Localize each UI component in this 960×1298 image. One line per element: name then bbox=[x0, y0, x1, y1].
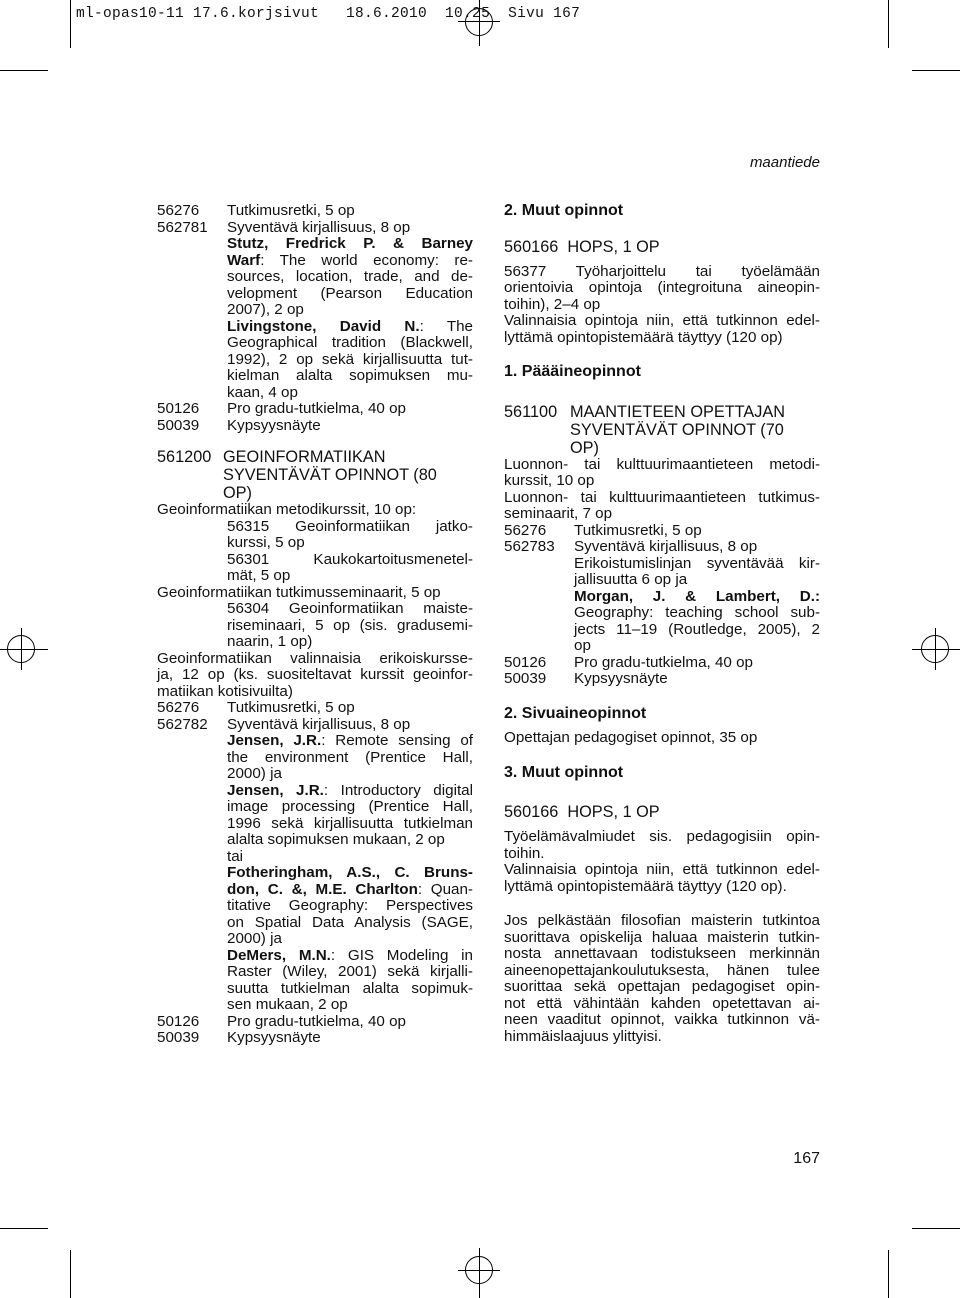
reference-text: on Spatial Data Analysis (SAGE, bbox=[227, 913, 473, 931]
reference-text: jallisuutta 6 op ja bbox=[574, 571, 688, 588]
section-heading: 3. Muut opinnot bbox=[504, 763, 624, 781]
reference-text: jects 11–19 (Routledge, 2005), 2 bbox=[574, 620, 820, 638]
reference-text: the environment (Prentice Hall, bbox=[227, 748, 473, 766]
course-line bbox=[157, 717, 473, 734]
module-title: GEOINFORMATIIKAN bbox=[223, 448, 386, 466]
module-title: OP) bbox=[223, 484, 252, 502]
reference-text bbox=[157, 882, 473, 899]
module-code: 561100 bbox=[504, 402, 558, 421]
crop-mark bbox=[888, 0, 889, 48]
course-line bbox=[157, 401, 473, 418]
course-line bbox=[157, 220, 473, 237]
reference-text: velopment (Pearson Education bbox=[227, 284, 473, 302]
course-title: Kypsyysnäyte bbox=[227, 1029, 321, 1046]
course-line bbox=[504, 655, 820, 672]
course-line bbox=[157, 203, 473, 220]
crop-mark bbox=[70, 0, 71, 48]
paragraph-line: 56315 Geoinformatiikan jatko- bbox=[227, 517, 473, 535]
crop-mark bbox=[0, 1228, 48, 1229]
course-code: 562783 bbox=[504, 538, 555, 555]
left-column bbox=[157, 203, 473, 1047]
paragraph-line: Luonnon- tai kulttuurimaantieteen metodi- bbox=[504, 455, 820, 473]
course-title: Pro gradu-tutkielma, 40 op bbox=[227, 1012, 406, 1030]
paragraph-line: suorittava opiskelija haluaa maisterin tutkin- bbox=[504, 928, 820, 946]
section-heading: 2. Sivuaineopinnot bbox=[504, 704, 647, 722]
crop-mark bbox=[0, 70, 48, 71]
paragraph-line: Valinnaisia opintoja niin, että tutkinnon edel- bbox=[504, 861, 820, 878]
crop-mark bbox=[912, 70, 960, 71]
paragraph-line: naarin, 1 op) bbox=[227, 633, 313, 650]
module-heading bbox=[157, 448, 473, 466]
reference-author: Fotheringham, A.S., C. Bruns- bbox=[227, 864, 473, 881]
reference-title: : Quan- bbox=[417, 880, 473, 898]
paragraph-line: Opettajan pedagogiset opinnot, 35 op bbox=[504, 729, 758, 746]
course-title: Tutkimusretki, 5 op bbox=[227, 699, 355, 716]
reference-text bbox=[157, 253, 473, 270]
reference-author: don, C. &, M.E. Charlton bbox=[227, 880, 418, 898]
course-title: Syventävä kirjallisuus, 8 op bbox=[227, 218, 411, 236]
paragraph-line: 56304 Geoinformatiikan maiste- bbox=[227, 600, 473, 617]
reference-text: sen mukaan, 2 op bbox=[227, 996, 348, 1013]
section-heading: 2. Muut opinnot bbox=[504, 202, 624, 219]
registration-mark-icon bbox=[21, 628, 22, 670]
module-title: MAANTIETEEN OPETTAJAN bbox=[570, 402, 785, 421]
running-header: maantiede bbox=[749, 154, 820, 171]
course-code: 50039 bbox=[504, 670, 547, 687]
course-code: 50039 bbox=[157, 416, 200, 434]
crop-mark bbox=[70, 1250, 71, 1298]
module-title: OP) bbox=[570, 438, 599, 457]
reference-author: DeMers, M.N. bbox=[227, 946, 331, 964]
reference-title: : The bbox=[419, 317, 473, 335]
course-title: Kypsyysnäyte bbox=[227, 416, 321, 434]
reference-text: titative Geography: Perspectives bbox=[227, 897, 473, 914]
course-title: Tutkimusretki, 5 op bbox=[574, 521, 702, 539]
reference-author: Stutz, Fredrick P. & Barney bbox=[227, 235, 473, 252]
course-line bbox=[504, 523, 820, 540]
registration-mark-icon bbox=[912, 649, 960, 650]
course-title: Tutkimusretki, 5 op bbox=[227, 202, 355, 219]
crop-mark bbox=[888, 1250, 889, 1298]
paragraph-line: orientoivia opintoja (integroituna aineopin- bbox=[504, 279, 820, 296]
reference-text bbox=[157, 948, 473, 965]
module-code: 561200 bbox=[157, 448, 212, 466]
paragraph-line: suorittaa sekä opettajan pedagogiset opin- bbox=[504, 978, 820, 995]
paragraph-line: ja, 12 op (ks. suositeltavat kurssit geoinfor- bbox=[157, 666, 473, 683]
paragraph-line: 56301 Kaukokartoitusmenetel- bbox=[227, 550, 473, 568]
reference-text bbox=[157, 733, 473, 750]
course-line bbox=[504, 671, 820, 688]
reference-text: suutta tutkielman alalta sopimuk- bbox=[227, 979, 473, 997]
paragraph-line: kurssit, 10 op bbox=[504, 472, 595, 489]
registration-mark-icon bbox=[479, 1248, 480, 1298]
course-code: 56276 bbox=[157, 699, 200, 716]
paragraph-line: Jos pelkästään filosofian maisterin tutkintoa bbox=[504, 912, 820, 929]
course-title: Kypsyysnäyte bbox=[574, 670, 668, 687]
course-title: Syventävä kirjallisuus, 8 op bbox=[227, 715, 411, 733]
reference-author: Morgan, J. & Lambert, D. bbox=[574, 587, 815, 605]
paragraph-line: nosta annettavaan todistukseen merkinnän bbox=[504, 945, 820, 962]
paragraph-line: Työelämävalmiudet sis. pedagogisiin opin- bbox=[504, 828, 820, 845]
course-code: 56276 bbox=[504, 521, 547, 539]
paragraph-line: Luonnon- tai kulttuurimaantieteen tutkimus- bbox=[504, 488, 820, 506]
course-line bbox=[504, 539, 820, 556]
paragraph-line: lyttämä opintopistemäärä täyttyy (120 op) bbox=[504, 328, 783, 346]
reference-title: : Remote sensing of bbox=[321, 732, 474, 749]
reference-text: Raster (Wiley, 2001) sekä kirjalli- bbox=[227, 963, 473, 980]
module-heading bbox=[504, 403, 820, 421]
course-code: 50126 bbox=[504, 653, 547, 671]
paragraph-line: toihin. bbox=[504, 844, 545, 862]
reference-text: 2000) ja bbox=[227, 765, 282, 782]
course-line bbox=[157, 1014, 473, 1031]
reference-text bbox=[157, 783, 473, 800]
paragraph-line: matiikan kotisivuilta) bbox=[157, 682, 293, 700]
reference-title: : The world economy: re- bbox=[260, 251, 473, 269]
reference-text: 1996 sekä kirjallisuutta tutkielman bbox=[227, 814, 473, 832]
paragraph-line: Geoinformatiikan valinnaisia erikoiskursse- bbox=[157, 649, 473, 667]
module-heading: 560166 HOPS, 1 OP bbox=[504, 237, 660, 256]
paragraph-line: toihin), 2–4 op bbox=[504, 295, 601, 313]
reference-text: sources, location, trade, and de- bbox=[227, 268, 473, 285]
course-title: Pro gradu-tutkielma, 40 op bbox=[227, 400, 406, 417]
reference-text: tai bbox=[227, 847, 244, 865]
course-code: 50126 bbox=[157, 1012, 200, 1030]
reference-text: kaan, 4 op bbox=[227, 383, 298, 401]
course-code: 562782 bbox=[157, 715, 208, 733]
course-code: 56276 bbox=[157, 202, 200, 219]
section-heading: 1. Päääineopinnot bbox=[504, 363, 641, 380]
reference-author: Warf bbox=[227, 251, 261, 269]
paragraph-line: 56377 Työharjoittelu tai työelämään bbox=[504, 262, 820, 280]
reference-text: 2007), 2 op bbox=[227, 301, 304, 318]
reference-author: Jensen, J.R. bbox=[227, 732, 322, 749]
registration-mark-icon bbox=[935, 628, 936, 670]
module-heading: 560166 HOPS, 1 OP bbox=[504, 803, 660, 821]
paragraph-line: mät, 5 op bbox=[227, 567, 291, 584]
reference-text: op bbox=[574, 637, 591, 654]
right-column bbox=[504, 203, 820, 1045]
course-line bbox=[157, 1030, 473, 1047]
paragraph-line: Geoinformatiikan metodikurssit, 10 op: bbox=[157, 501, 417, 518]
reference-text bbox=[157, 319, 473, 336]
reference-text: image processing (Prentice Hall, bbox=[227, 798, 473, 815]
paragraph-line: lyttämä opintopistemäärä täyttyy (120 op). bbox=[504, 877, 787, 895]
module-title: SYVENTÄVÄT OPINNOT (70 bbox=[570, 420, 784, 439]
paragraph-line: not että vähintään kahden opetettavan ai- bbox=[504, 994, 820, 1012]
paragraph-line: riseminaari, 5 op (sis. gradusemi- bbox=[227, 616, 473, 634]
paragraph-line: kurssi, 5 op bbox=[227, 534, 305, 551]
reference-text: alalta sopimuksen mukaan, 2 op bbox=[227, 831, 445, 848]
paragraph-line: Geoinformatiikan tutkimusseminaarit, 5 op bbox=[157, 583, 441, 601]
registration-mark-icon bbox=[0, 649, 48, 650]
paragraph-line: seminaarit, 7 op bbox=[504, 505, 613, 522]
reference-author: Jensen, J.R. bbox=[227, 781, 324, 799]
crop-mark bbox=[912, 1228, 960, 1229]
reference-text: Geography: teaching school sub- bbox=[574, 604, 820, 621]
reference-text: kielman alalta sopimuksen mu- bbox=[227, 367, 473, 384]
course-title: Pro gradu-tutkielma, 40 op bbox=[574, 653, 753, 671]
registration-mark-icon bbox=[458, 1270, 500, 1271]
course-line bbox=[157, 418, 473, 435]
reference-text: Geographical tradition (Blackwell, bbox=[227, 334, 473, 351]
paragraph-line: neen vaaditut opinnot, vaikka tutkinnon vä- bbox=[504, 1011, 820, 1028]
course-code: 50039 bbox=[157, 1029, 200, 1046]
course-title: Syventävä kirjallisuus, 8 op bbox=[574, 538, 758, 555]
print-slug: ml-opas10-11 17.6.korjsivut 18.6.2010 10.25 Sivu 167 bbox=[76, 6, 581, 22]
reference-text bbox=[504, 589, 820, 606]
module-title: SYVENTÄVÄT OPINNOT (80 bbox=[223, 466, 437, 484]
reference-author: Livingstone, David N. bbox=[227, 317, 420, 335]
reference-text: 1992), 2 op sekä kirjallisuutta tut- bbox=[227, 350, 473, 368]
reference-title: : Introductory digital bbox=[323, 781, 473, 799]
reference-title: : GIS Modeling in bbox=[330, 946, 473, 964]
course-code: 50126 bbox=[157, 400, 200, 417]
paragraph-line: aineenopettajankoulutuksesta, hänen tulee bbox=[504, 961, 820, 979]
page-number: 167 bbox=[793, 1150, 820, 1167]
reference-text: 2000) ja bbox=[227, 930, 282, 947]
course-code: 562781 bbox=[157, 218, 208, 236]
paragraph-line: himmäislaajuus ylittyisi. bbox=[504, 1027, 662, 1045]
reference-text: Erikoistumislinjan syventävää kir- bbox=[574, 554, 820, 572]
paragraph-line: Valinnaisia opintoja niin, että tutkinnon edel- bbox=[504, 312, 820, 329]
reference-punct: : bbox=[814, 587, 820, 605]
course-line bbox=[157, 700, 473, 717]
